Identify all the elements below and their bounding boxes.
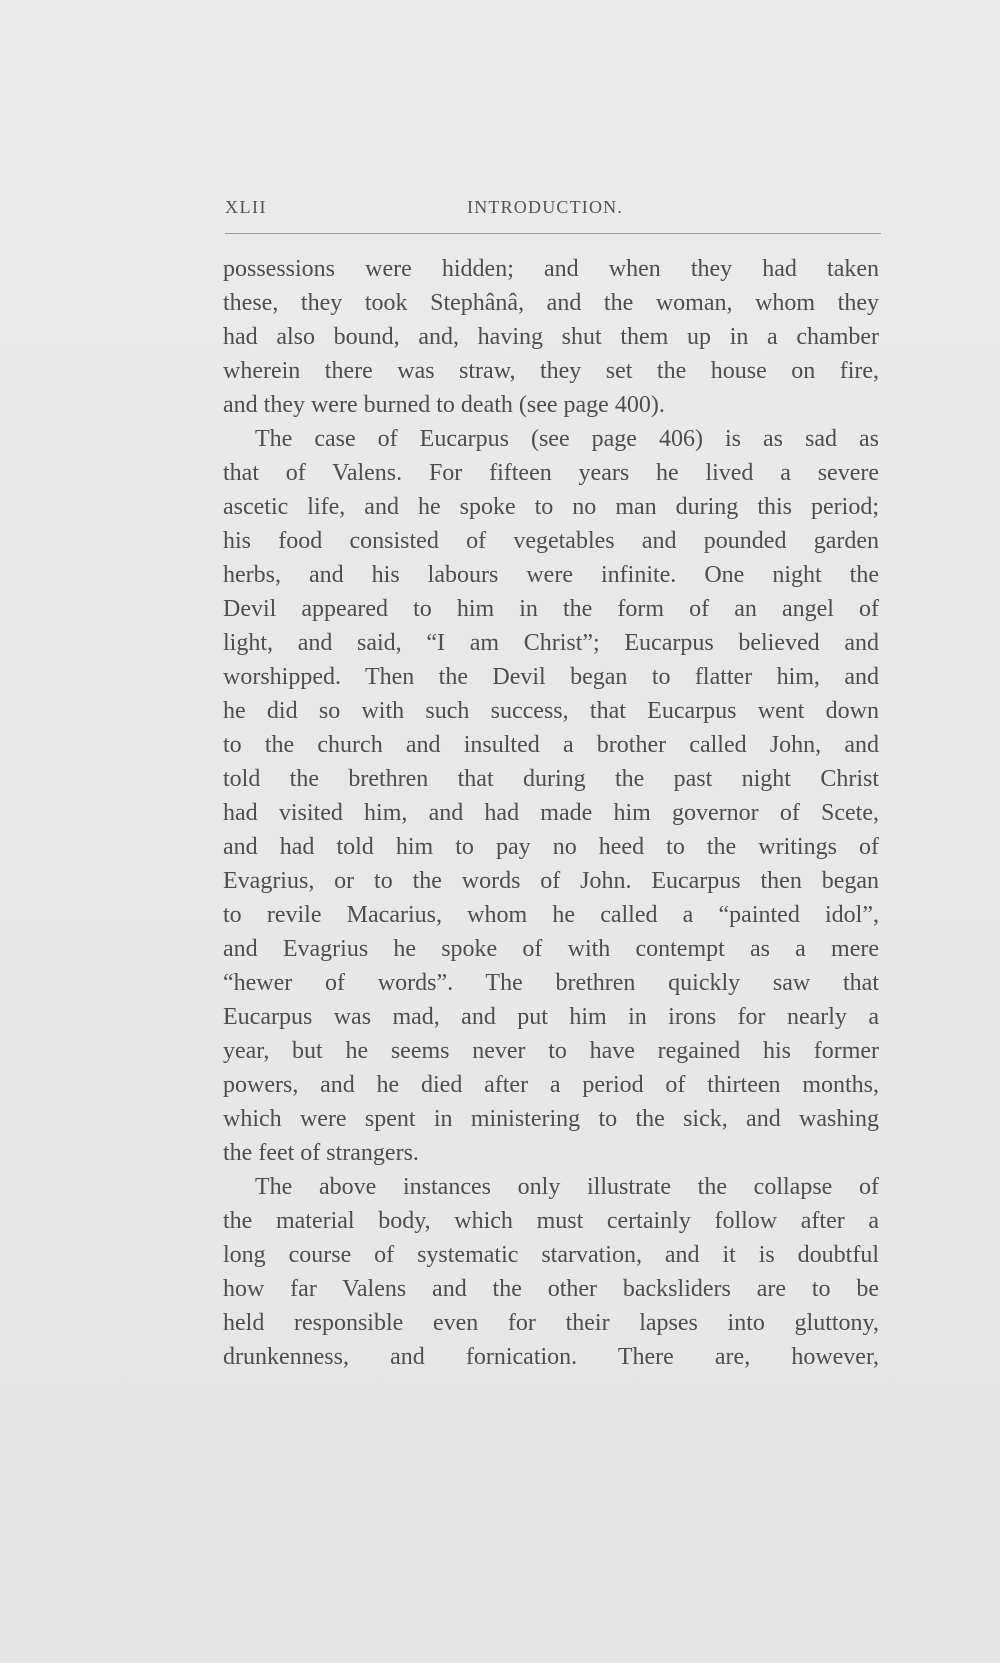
- text-line: “hewer of words”. The brethren quickly saw that: [223, 970, 879, 996]
- text-line: his food consisted of vegetables and pounded garden: [223, 528, 879, 554]
- text-line: powers, and he died after a period of thirteen months,: [223, 1072, 879, 1098]
- header-rule: [225, 233, 881, 234]
- text-line: Eucarpus was mad, and put him in irons for nearly a: [223, 1004, 879, 1030]
- running-head: [225, 197, 881, 225]
- text-line: that of Valens. For fifteen years he lived a severe: [223, 460, 879, 486]
- text-line: which were spent in ministering to the sick, and washing: [223, 1106, 879, 1132]
- page-number: XLII: [225, 197, 267, 217]
- text-line: herbs, and his labours were infinite. One night the: [223, 562, 879, 588]
- text-line: possessions were hidden; and when they had taken: [223, 256, 879, 282]
- text-line: these, they took Stephânâ, and the woman, whom they: [223, 290, 879, 316]
- text-line: wherein there was straw, they set the house on fire,: [223, 358, 879, 384]
- text-line: ascetic life, and he spoke to no man during this period;: [223, 494, 879, 520]
- text-line: the material body, which must certainly follow after a: [223, 1208, 879, 1234]
- text-line: to the church and insulted a brother called John, and: [223, 732, 879, 758]
- body-text: [223, 252, 879, 1374]
- text-line: Devil appeared to him in the form of an angel of: [223, 596, 879, 622]
- text-line: drunkenness, and fornication. There are, however,: [223, 1344, 879, 1370]
- text-line: told the brethren that during the past night Christ: [223, 766, 879, 792]
- text-line: year, but he seems never to have regained his former: [223, 1038, 879, 1064]
- text-line: had visited him, and had made him governor of Scete,: [223, 800, 879, 826]
- text-line: long course of systematic starvation, and it is doubtful: [223, 1242, 879, 1268]
- text-line: how far Valens and the other backsliders are to be: [223, 1276, 879, 1302]
- text-line: and Evagrius he spoke of with contempt as a mere: [223, 936, 879, 962]
- text-line: The case of Eucarpus (see page 406) is as sad as: [255, 426, 879, 452]
- text-line: and had told him to pay no heed to the writings of: [223, 834, 879, 860]
- text-line: and they were burned to death (see page 400).: [223, 392, 665, 418]
- text-line: he did so with such success, that Eucarpus went down: [223, 698, 879, 724]
- text-line: light, and said, “I am Christ”; Eucarpus believed and: [223, 630, 879, 656]
- text-line: Evagrius, or to the words of John. Eucarpus then began: [223, 868, 879, 894]
- text-line: held responsible even for their lapses into gluttony,: [223, 1310, 879, 1336]
- text-line: had also bound, and, having shut them up in a chamber: [223, 324, 879, 350]
- text-line: The above instances only illustrate the collapse of: [255, 1174, 879, 1200]
- text-line: the feet of strangers.: [223, 1140, 419, 1166]
- text-line: to revile Macarius, whom he called a “painted idol”,: [223, 902, 879, 928]
- text-line: worshipped. Then the Devil began to flatter him, and: [223, 664, 879, 690]
- section-title: INTRODUCTION.: [467, 197, 624, 217]
